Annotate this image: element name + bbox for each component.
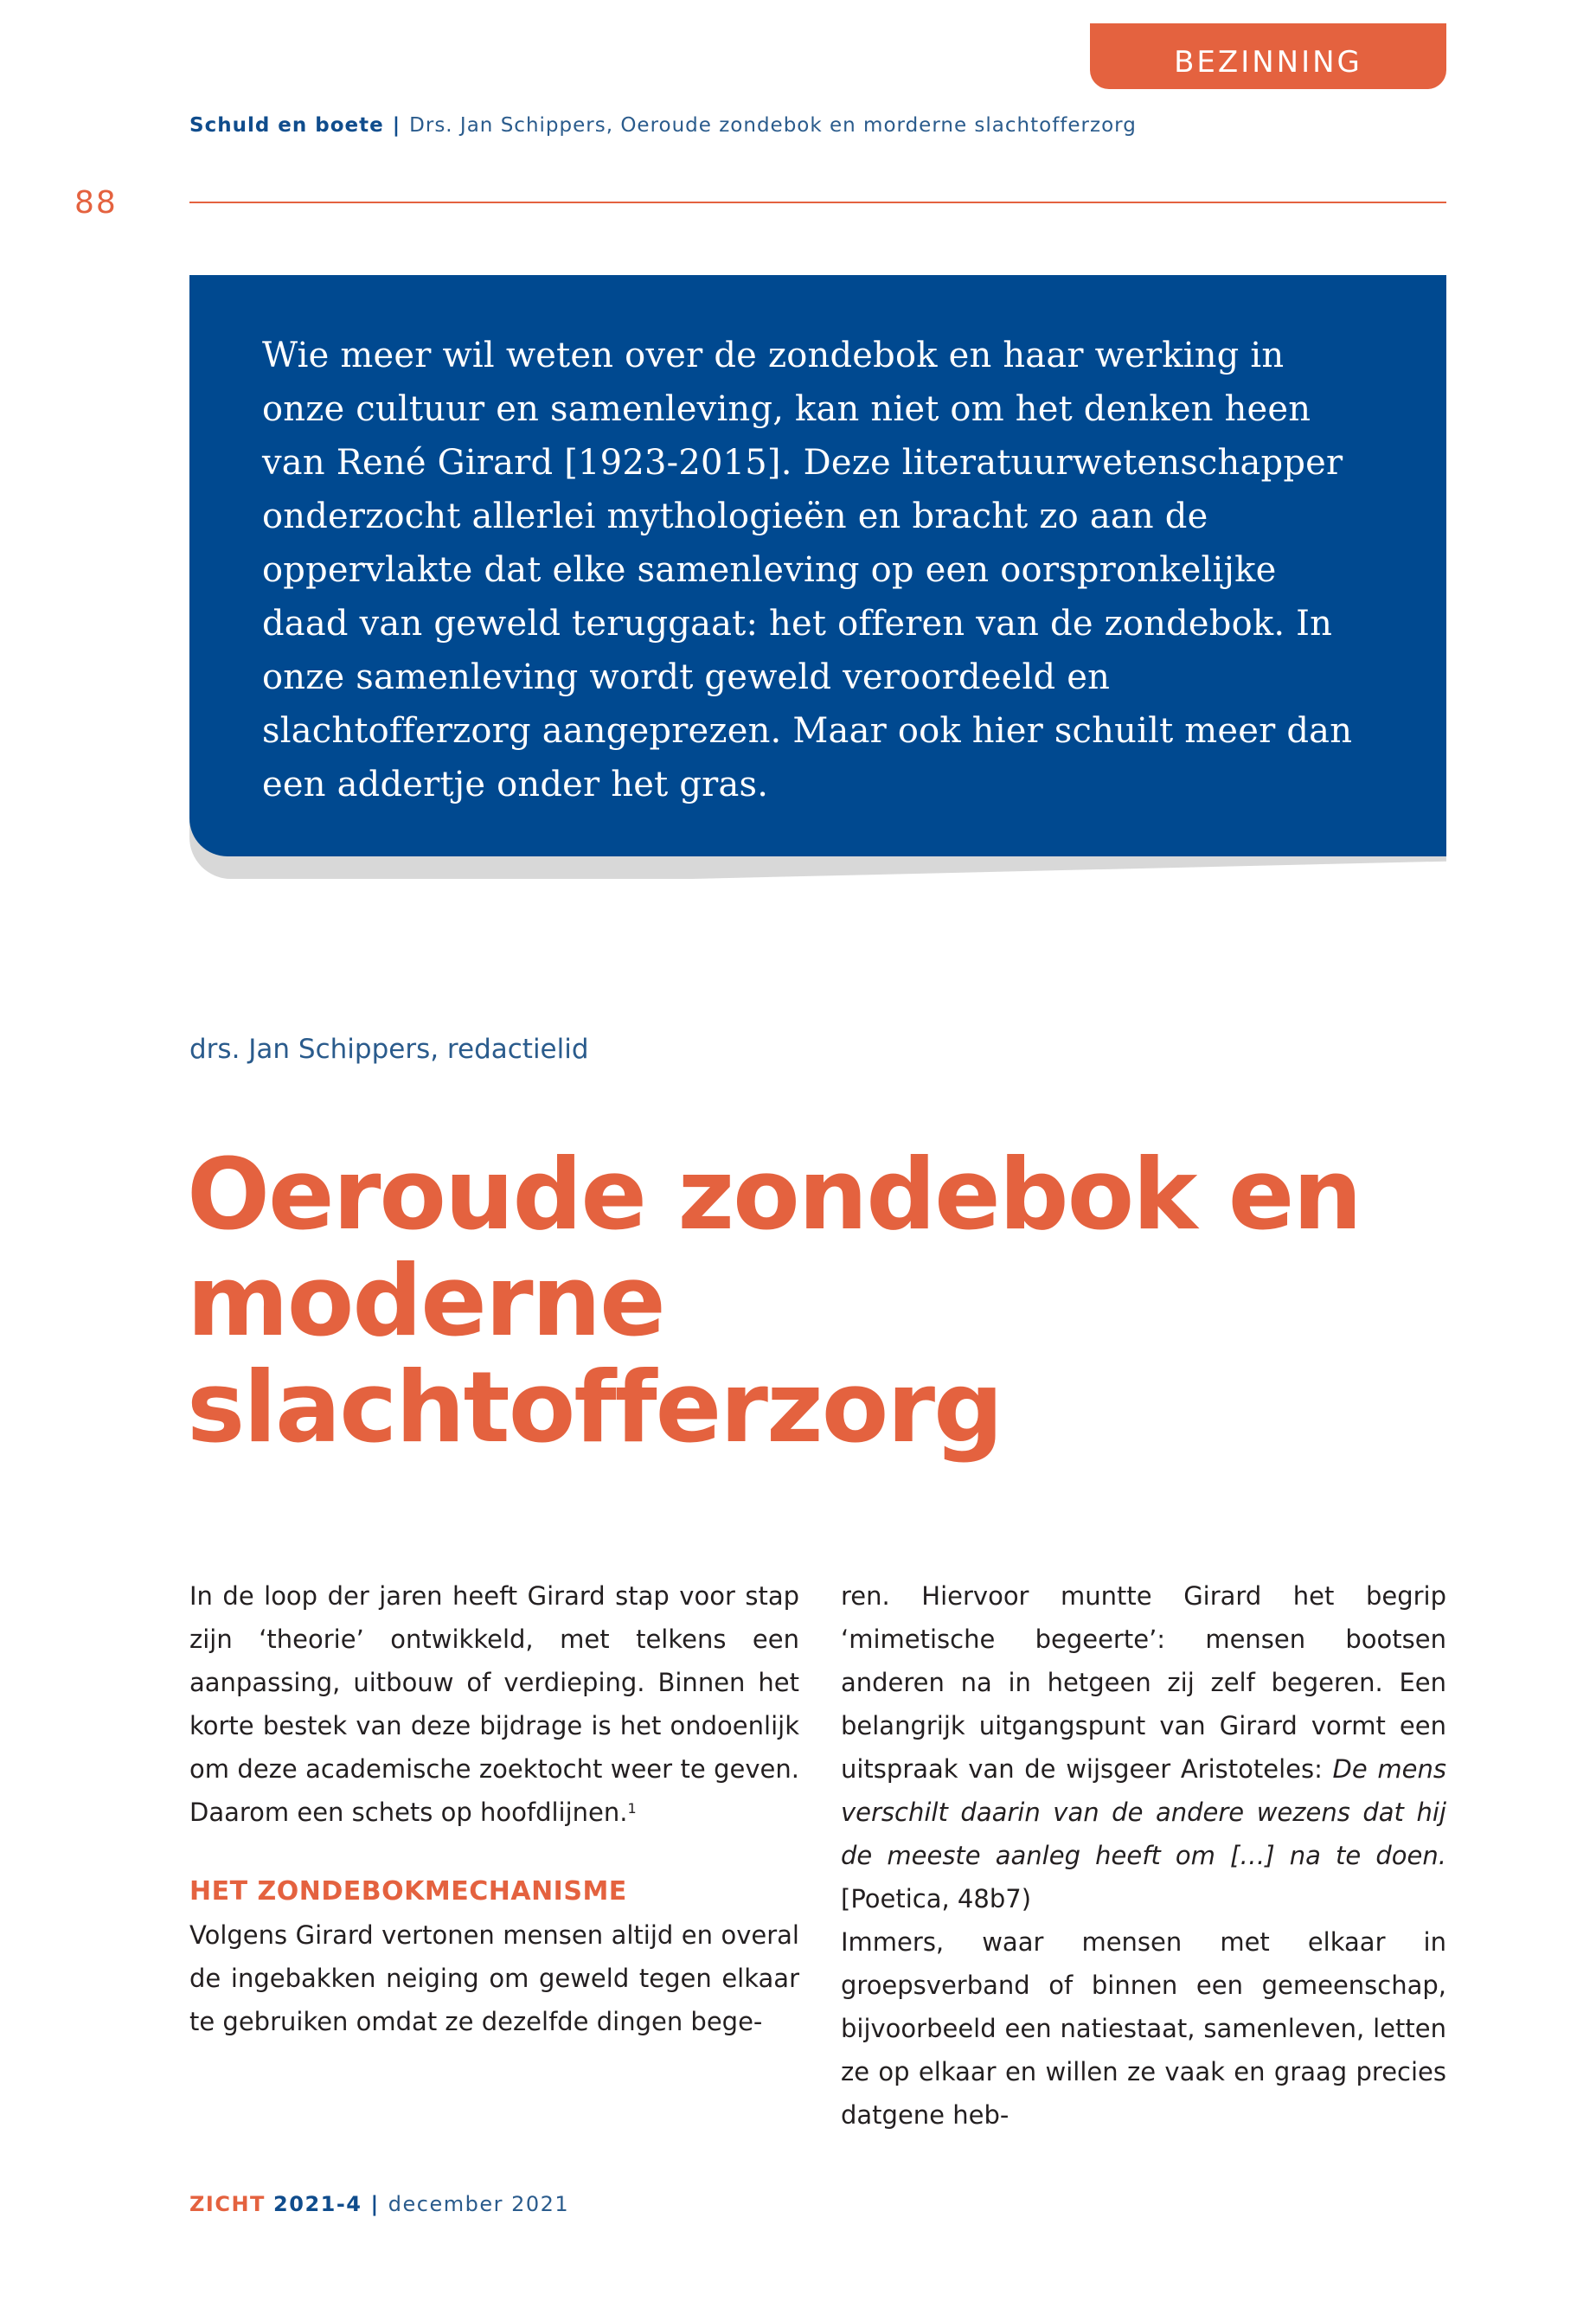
footnote-reference: 1 <box>627 1800 637 1817</box>
byline: drs. Jan Schippers, redactielid <box>189 1034 589 1065</box>
paragraph <box>841 1574 1446 1920</box>
section-heading: HET ZONDEBOKMECHANISME <box>189 1876 627 1907</box>
article-title: Oeroude zondebok en moderne slachtofferzorg <box>187 1138 1361 1465</box>
text-column-left <box>189 1574 799 2043</box>
citation: [Poetica, 48b7) <box>841 1884 1032 1913</box>
paragraph-text: In de loop der jaren heeft Girard stap voor stap zijn ‘theorie’ ontwikkeld, met telkens een aanpassing, uitbouw of verdieping. Binnen het korte bestek van deze bijdrage is het ondoenlijk om deze academische zoektocht weer te geven. Daarom een schets op hoofdlijnen. <box>189 1581 799 1827</box>
intro-text: Wie meer wil weten over de zondebok en haar werking in onze cultuur en samenleving, kan niet om het denken heen van René Girard [1923-2015]. Deze literatuurwetenschapper onderzocht allerlei mythologieën en bracht zo aan de oppervlakte dat elke samenleving op een oorspronkelijke daad van geweld teruggaat: het offeren van de zondebok. In onze samenleving wordt geweld veroordeeld en slachtofferzorg aangeprezen. Maar ook hier schuilt meer dan een addertje onder het gras. <box>262 336 1353 804</box>
paragraph-text: ren. Hiervoor muntte Girard het begrip ‘mimetische begeerte’: mensen bootsen anderen na in hetgeen zij zelf begeren. Een belangrijk uitgangspunt van Girard vormt een uitspraak van de wijsgeer Aristoteles: <box>841 1581 1446 1784</box>
issue-number: 2021-4 <box>273 2192 362 2216</box>
footer <box>189 2192 569 2216</box>
section-tab: BEZINNING <box>1090 23 1446 89</box>
header-rule <box>189 202 1446 203</box>
article-reference: Drs. Jan Schippers, Oeroude zondebok en morderne slachtofferzorg <box>409 114 1137 137</box>
text-column-right <box>841 1574 1446 2137</box>
running-header <box>189 114 1137 137</box>
magazine-name: ZICHT <box>189 2192 266 2216</box>
paragraph <box>189 1574 799 1834</box>
series-title: Schuld en boete <box>189 114 384 137</box>
paragraph: Immers, waar mensen met elkaar in groepsverband of binnen een gemeenschap, bijvoorbeeld een natiestaat, samenleven, letten ze op elkaar en willen ze vaak en graag precies datgene heb- <box>841 1927 1446 2130</box>
header-separator: | <box>392 114 401 137</box>
page-number: 88 <box>74 185 118 221</box>
paragraph: Volgens Girard vertonen mensen altijd en overal de ingebakken neiging om geweld tegen elkaar te gebruiken omdat ze dezelfde dingen bege- <box>189 1920 799 2036</box>
footer-separator: | <box>370 2192 380 2216</box>
aristoteles-quote: De mens verschilt daarin van de andere wezens dat hij de meeste aanleg heeft om […] na te doen. <box>841 1754 1446 1870</box>
intro-box <box>189 275 1446 856</box>
issue-date: december 2021 <box>388 2192 570 2216</box>
